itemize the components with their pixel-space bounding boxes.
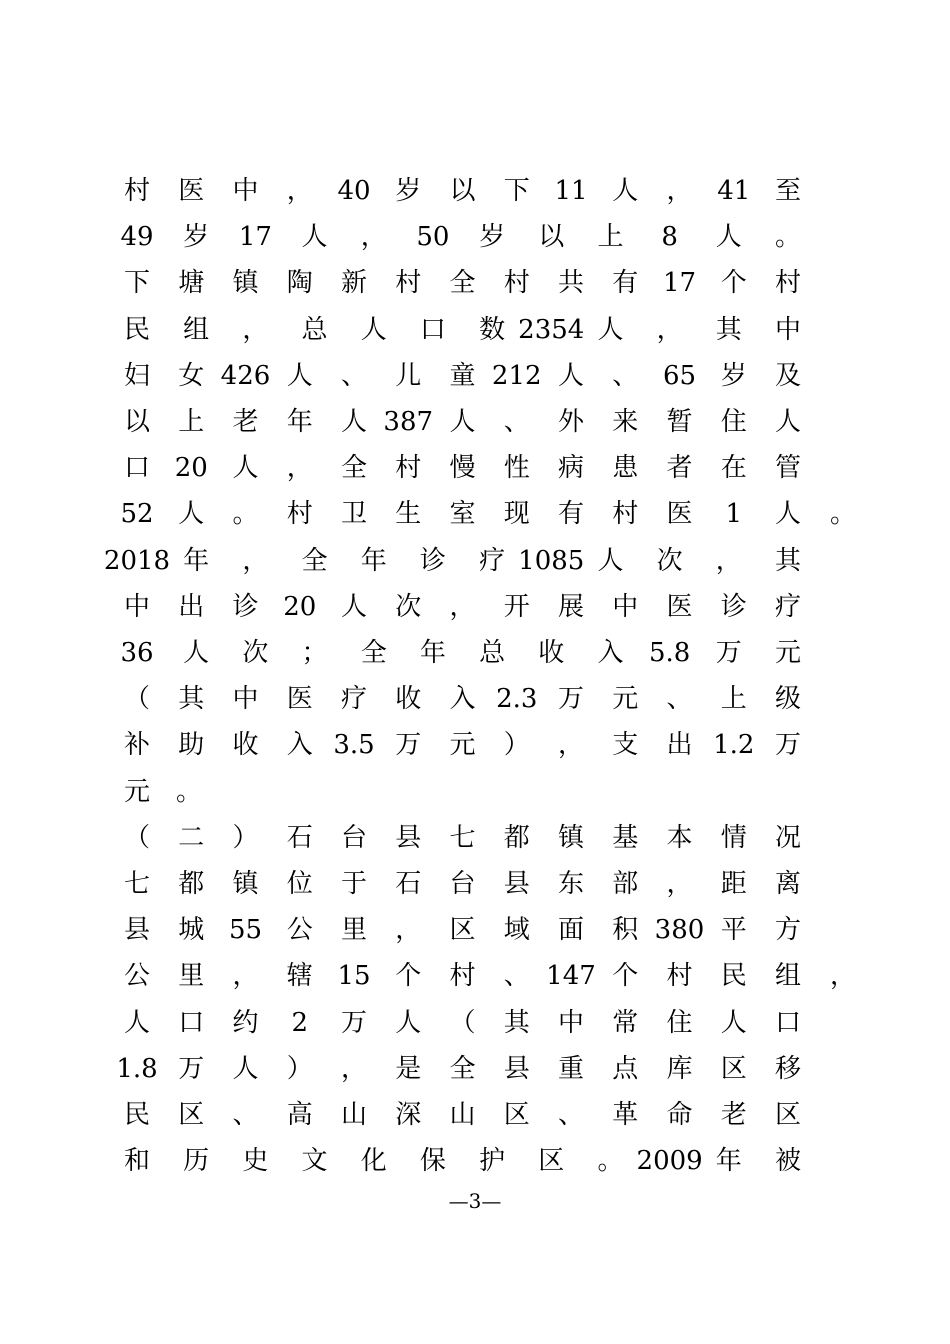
- text-token: 人: [232, 453, 259, 484]
- text-token: 生: [395, 499, 422, 530]
- text-token: 元: [612, 684, 639, 715]
- text-token: 以: [449, 176, 476, 206]
- text-token: 诊: [720, 591, 747, 622]
- text-token: 426: [220, 360, 271, 391]
- text-token: 65: [662, 360, 697, 391]
- text-token: 区: [449, 915, 476, 946]
- text-token: 有: [557, 499, 585, 530]
- text-token: 人: [557, 360, 585, 391]
- text-token: 七: [449, 822, 476, 853]
- text-token: 疗: [340, 684, 368, 715]
- text-token: ，: [557, 730, 585, 761]
- text-token: 历: [183, 1146, 210, 1177]
- text-token: 元: [123, 776, 151, 807]
- text-token: 全: [449, 1053, 476, 1084]
- text-token: 出: [666, 730, 693, 761]
- text-token: 辖: [286, 961, 313, 992]
- text-token: 和: [123, 1146, 151, 1177]
- text-token: 8: [661, 222, 678, 253]
- text-token: 石: [395, 869, 422, 899]
- text-token: 个: [612, 961, 639, 992]
- text-line: [0, 1046, 950, 1092]
- text-token: 县: [503, 1053, 530, 1084]
- text-token: 口: [774, 1007, 802, 1038]
- text-token: 二: [178, 822, 205, 853]
- text-token: 来: [612, 407, 639, 437]
- text-token: 台: [340, 822, 368, 853]
- text-token: 镇: [232, 869, 259, 899]
- text-token: 高: [286, 1100, 313, 1130]
- text-token: 区: [178, 1100, 205, 1130]
- text-token: 。: [829, 499, 857, 530]
- text-token: 中: [232, 176, 259, 206]
- text-token: 管: [774, 453, 802, 484]
- text-token: 数: [479, 314, 506, 345]
- text-token: 山: [340, 1100, 368, 1130]
- text-token: ，: [395, 915, 422, 946]
- text-token: 共: [557, 268, 585, 299]
- text-token: 女: [178, 360, 205, 391]
- text-token: 人: [123, 1007, 151, 1038]
- text-token: 万: [178, 1053, 205, 1084]
- text-token: 镇: [557, 822, 585, 853]
- text-token: ，: [666, 176, 693, 206]
- text-token: 50: [416, 222, 450, 253]
- text-token: 县: [503, 869, 530, 899]
- text-token: 老: [720, 1100, 747, 1130]
- text-token: 区: [720, 1053, 747, 1084]
- text-token: 在: [720, 453, 747, 484]
- text-token: 人: [715, 222, 742, 253]
- text-token: 室: [449, 499, 476, 530]
- page-number: —3—: [448, 1189, 502, 1213]
- text-token: 域: [503, 915, 530, 946]
- text-line: [0, 538, 950, 584]
- text-token: 方: [774, 915, 802, 946]
- text-token: 台: [449, 869, 476, 899]
- text-token: 380: [654, 915, 705, 946]
- text-token: 村: [612, 499, 639, 530]
- text-token: 村: [774, 268, 802, 299]
- text-token: 万: [774, 730, 802, 761]
- text-token: 其: [178, 684, 205, 715]
- text-token: 患: [612, 453, 639, 484]
- text-token: 儿: [395, 360, 422, 391]
- text-token: 文: [301, 1146, 328, 1177]
- text-token: 人: [360, 314, 387, 345]
- text-token: 52: [120, 499, 154, 530]
- text-line: [0, 260, 950, 306]
- text-token: 民: [123, 1100, 151, 1130]
- text-token: 里: [178, 961, 205, 992]
- text-token: 积: [612, 915, 639, 946]
- text-token: 县: [123, 915, 151, 946]
- text-token: 老: [232, 407, 259, 437]
- text-token: ，: [666, 869, 693, 899]
- text-token: 元: [774, 638, 802, 668]
- text-token: 全: [340, 453, 368, 484]
- text-token: 慢: [449, 453, 476, 484]
- text-token: 助: [178, 730, 205, 761]
- text-token: 。: [774, 222, 802, 253]
- text-token: ；: [301, 638, 328, 668]
- text-token: 住: [720, 407, 747, 437]
- text-token: ，: [715, 545, 742, 576]
- text-token: 村: [666, 961, 693, 992]
- text-token: 于: [340, 869, 368, 899]
- text-token: （: [123, 684, 151, 715]
- text-token: 收: [232, 730, 259, 761]
- text-token: 本: [666, 822, 693, 853]
- text-token: 部: [612, 869, 639, 899]
- text-token: 17: [238, 222, 272, 253]
- text-token: 展: [557, 591, 585, 622]
- text-token: 其: [774, 545, 802, 576]
- text-line: [0, 445, 950, 491]
- text-token: 面: [557, 915, 585, 946]
- text-token: 疗: [479, 545, 506, 576]
- text-token: 万: [715, 638, 742, 668]
- text-token: 万: [395, 730, 422, 761]
- text-token: 民: [720, 961, 747, 992]
- text-token: 七: [123, 869, 151, 899]
- text-token: 总: [301, 314, 328, 345]
- text-token: ，: [360, 222, 387, 253]
- text-token: 都: [178, 869, 205, 899]
- text-token: 平: [720, 915, 747, 946]
- text-token: 入: [597, 638, 624, 668]
- text-token: 次: [395, 591, 422, 622]
- text-token: 个: [720, 268, 747, 299]
- text-token: 以: [538, 222, 565, 253]
- text-token: 人: [286, 360, 313, 391]
- text-token: 。: [232, 499, 259, 530]
- text-line: [0, 168, 950, 214]
- text-token: 收: [395, 684, 422, 715]
- text-token: 疗: [774, 591, 802, 622]
- text-token: ，: [242, 545, 269, 576]
- text-token: 诊: [232, 591, 259, 622]
- text-token: 5.8: [648, 638, 691, 668]
- text-token: 及: [774, 360, 802, 391]
- text-token: ，: [286, 453, 313, 484]
- text-token: 暂: [666, 407, 693, 437]
- text-token: 石: [286, 822, 313, 853]
- text-token: 下: [503, 176, 530, 206]
- text-token: 3.5: [333, 730, 375, 761]
- text-token: 2009: [636, 1146, 703, 1177]
- text-token: 元: [449, 730, 476, 761]
- text-line: [0, 399, 950, 445]
- text-token: 病: [557, 453, 585, 484]
- text-token: 1: [725, 499, 743, 530]
- text-line: [0, 1138, 950, 1184]
- text-line: [0, 1000, 950, 1046]
- text-token: 诊: [419, 545, 446, 576]
- text-token: 上: [178, 407, 205, 437]
- text-token: 是: [395, 1053, 422, 1084]
- text-line: [0, 630, 950, 676]
- text-token: 41: [717, 176, 751, 206]
- text-token: 全: [449, 268, 476, 299]
- text-token: 中: [557, 1007, 585, 1038]
- text-token: 区: [774, 1100, 802, 1130]
- text-token: 村: [449, 961, 476, 992]
- text-line: [0, 953, 950, 999]
- text-token: 村: [395, 453, 422, 484]
- text-line: [0, 214, 950, 260]
- text-token: 岁: [720, 360, 747, 391]
- text-token: 医: [666, 591, 693, 622]
- text-token: 、: [557, 1100, 585, 1130]
- text-token: 、: [612, 360, 639, 391]
- text-line: [0, 722, 950, 768]
- text-line: [0, 676, 950, 722]
- text-line: [0, 491, 950, 537]
- text-token: 其: [715, 314, 742, 345]
- text-line: [0, 1092, 950, 1138]
- text-token: 中: [612, 591, 639, 622]
- text-token: 人: [340, 407, 368, 437]
- text-token: 公: [286, 915, 313, 946]
- text-token: 万: [340, 1007, 368, 1038]
- text-token: 20: [174, 453, 208, 484]
- text-token: 支: [612, 730, 639, 761]
- text-token: ）: [286, 1053, 313, 1084]
- text-token: 年: [360, 545, 387, 576]
- text-token: 民: [123, 314, 151, 345]
- text-token: 人: [774, 499, 802, 530]
- text-token: 村: [286, 499, 313, 530]
- text-token: ，: [340, 1053, 368, 1084]
- text-token: 距: [720, 869, 747, 899]
- text-token: 17: [662, 268, 697, 299]
- text-token: 岁: [183, 222, 210, 253]
- text-token: 基: [612, 822, 639, 853]
- text-token: 东: [557, 869, 585, 899]
- text-token: 人: [612, 176, 639, 206]
- text-token: 2018: [103, 545, 171, 576]
- text-token: 年: [286, 407, 313, 437]
- text-token: 县: [395, 822, 422, 853]
- text-token: 年: [419, 638, 446, 668]
- text-token: 口: [123, 453, 151, 484]
- text-token: 。: [597, 1146, 624, 1177]
- text-token: 离: [774, 869, 802, 899]
- text-token: 收: [538, 638, 565, 668]
- text-token: 15: [337, 961, 371, 992]
- text-token: 入: [449, 684, 476, 715]
- text-token: 人: [301, 222, 328, 253]
- text-token: 医: [178, 176, 205, 206]
- text-token: 次: [656, 545, 683, 576]
- text-token: 村: [503, 268, 530, 299]
- text-token: 革: [612, 1100, 639, 1130]
- text-token: 2.3: [496, 684, 538, 715]
- text-token: 约: [232, 1007, 259, 1038]
- text-line: [0, 907, 950, 953]
- text-token: 岁: [479, 222, 506, 253]
- text-token: 入: [286, 730, 313, 761]
- text-token: 里: [340, 915, 368, 946]
- text-token: 中: [123, 591, 151, 622]
- text-token: 212: [491, 360, 542, 391]
- text-token: 人: [720, 1007, 747, 1038]
- text-token: 卫: [340, 499, 368, 530]
- text-token: 化: [360, 1146, 387, 1177]
- text-token: 中: [232, 684, 259, 715]
- text-token: 村: [395, 268, 422, 299]
- text-token: 人: [183, 638, 210, 668]
- text-token: 塘: [178, 268, 205, 299]
- text-token: 1.8: [116, 1053, 158, 1084]
- text-token: 情: [720, 822, 747, 853]
- text-token: 补: [123, 730, 151, 761]
- text-token: 下: [123, 268, 151, 299]
- text-token: 史: [242, 1146, 269, 1177]
- text-token: 外: [557, 407, 585, 437]
- text-token: 。: [175, 776, 203, 807]
- text-token: 人: [232, 1053, 259, 1084]
- text-token: 147: [546, 961, 596, 992]
- text-token: 命: [666, 1100, 693, 1130]
- text-token: 上: [597, 222, 624, 253]
- text-token: 人: [449, 407, 476, 437]
- text-token: 、: [340, 360, 368, 391]
- text-token: 其: [503, 1007, 530, 1038]
- text-token: 点: [612, 1053, 639, 1084]
- text-line: [0, 307, 950, 353]
- text-token: 公: [123, 961, 151, 992]
- text-token: 36: [120, 638, 154, 668]
- text-token: 人: [178, 499, 205, 530]
- text-token: ，: [242, 314, 269, 345]
- text-line: [0, 769, 950, 815]
- text-line: [0, 584, 950, 630]
- text-token: 2: [291, 1007, 309, 1038]
- text-token: 现: [503, 499, 530, 530]
- text-token: 重: [557, 1053, 585, 1084]
- text-token: 移: [774, 1053, 802, 1084]
- text-token: 11: [554, 176, 588, 206]
- text-token: 况: [774, 822, 802, 853]
- text-token: 位: [286, 869, 313, 899]
- text-token: 镇: [232, 268, 259, 299]
- text-token: 、: [503, 407, 530, 437]
- text-token: 被: [774, 1146, 802, 1177]
- text-token: 387: [383, 407, 434, 437]
- text-token: 40: [337, 176, 371, 206]
- text-token: 都: [503, 822, 530, 853]
- text-token: 者: [666, 453, 693, 484]
- text-token: 全: [301, 545, 328, 576]
- text-token: 口: [178, 1007, 205, 1038]
- text-token: 1.2: [713, 730, 755, 761]
- text-token: 人: [395, 1007, 422, 1038]
- text-token: 个: [395, 961, 422, 992]
- text-token: 人: [340, 591, 368, 622]
- text-token: 人: [774, 407, 802, 437]
- text-token: 山: [449, 1100, 476, 1130]
- text-token: 出: [178, 591, 205, 622]
- text-token: 49: [120, 222, 154, 253]
- text-token: （: [123, 822, 151, 853]
- text-token: 库: [666, 1053, 693, 1084]
- text-token: 区: [538, 1146, 565, 1177]
- text-token: 以: [123, 407, 151, 437]
- text-token: ，: [656, 314, 683, 345]
- text-token: 2354: [518, 314, 585, 345]
- text-token: 中: [774, 314, 802, 345]
- text-token: 人: [597, 545, 624, 576]
- text-token: 年: [715, 1146, 742, 1177]
- text-token: 性: [503, 453, 530, 484]
- text-token: 常: [612, 1007, 639, 1038]
- text-token: 深: [395, 1100, 422, 1130]
- text-token: 总: [479, 638, 506, 668]
- text-token: 口: [419, 314, 446, 345]
- text-token: 、: [503, 961, 530, 992]
- text-line: [0, 861, 950, 907]
- text-token: ，: [232, 961, 259, 992]
- text-token: （: [449, 1007, 476, 1038]
- text-token: 妇: [123, 360, 151, 391]
- text-token: 保: [419, 1146, 446, 1177]
- text-token: 全: [360, 638, 387, 668]
- text-line: [0, 815, 950, 861]
- text-token: 55: [228, 915, 263, 946]
- text-token: 医: [666, 499, 693, 530]
- text-token: 开: [503, 591, 530, 622]
- text-token: 至: [774, 176, 802, 206]
- text-token: 区: [503, 1100, 530, 1130]
- text-token: ，: [829, 961, 857, 992]
- text-token: 、: [232, 1100, 259, 1130]
- text-line: [0, 353, 950, 399]
- text-token: 次: [242, 638, 269, 668]
- text-token: 万: [557, 684, 585, 715]
- text-token: 、: [666, 684, 693, 715]
- text-token: 护: [479, 1146, 506, 1177]
- text-token: 级: [774, 684, 802, 715]
- text-token: 村: [123, 176, 151, 206]
- text-token: 住: [666, 1007, 693, 1038]
- text-token: 组: [774, 961, 802, 992]
- text-token: 陶: [286, 268, 313, 299]
- text-token: 人: [597, 314, 624, 345]
- text-token: 年: [183, 545, 210, 576]
- text-token: ，: [286, 176, 313, 206]
- text-token: ，: [449, 591, 476, 622]
- text-token: 童: [449, 360, 476, 391]
- text-token: 1085: [518, 545, 585, 576]
- text-token: 20: [283, 591, 317, 622]
- text-token: 上: [720, 684, 747, 715]
- text-token: ）: [503, 730, 530, 761]
- text-token: 岁: [395, 176, 422, 206]
- text-token: 组: [183, 314, 210, 345]
- text-token: 城: [178, 915, 205, 946]
- text-token: 医: [286, 684, 313, 715]
- text-token: 新: [340, 268, 368, 299]
- text-token: 有: [612, 268, 639, 299]
- text-token: ）: [232, 822, 259, 853]
